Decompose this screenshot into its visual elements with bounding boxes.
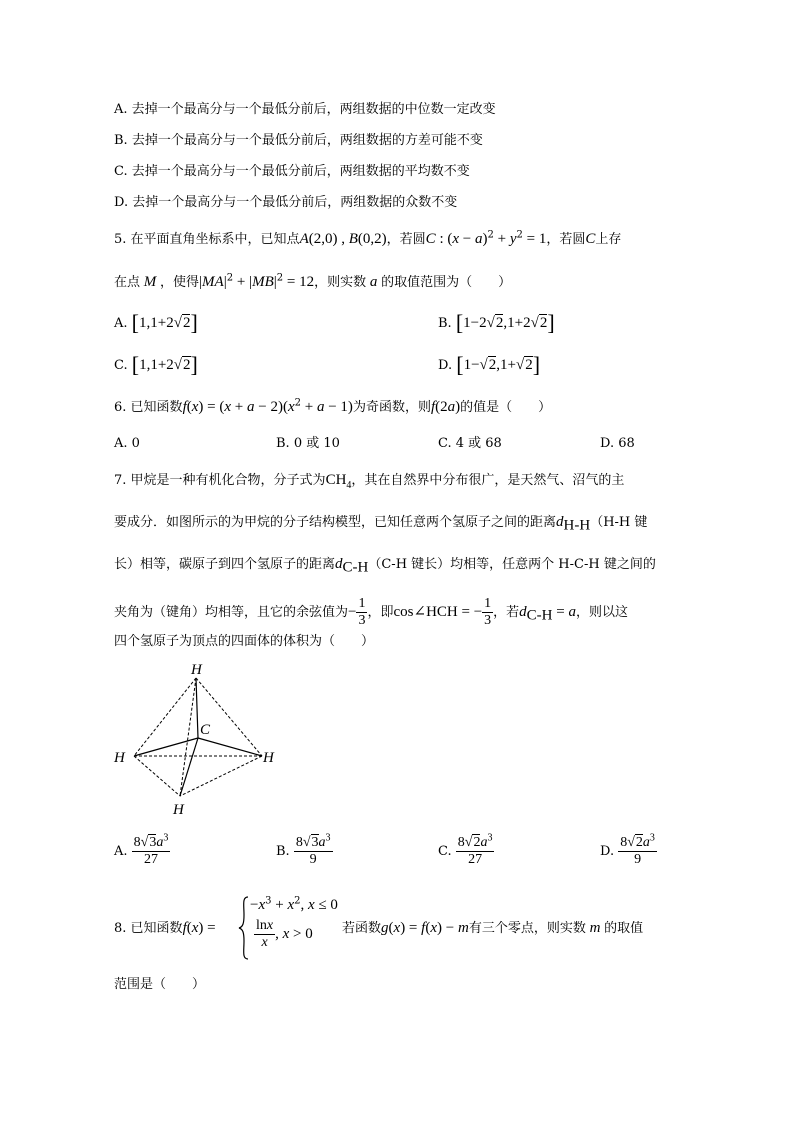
q8-text-1: 已知函数 <box>130 921 183 936</box>
q6-line-1: 6. 已知函数$f(x) = (x + a - 2)(x^2 + a - 1)$为奇函数，则f(2a)的值是（ ） <box>114 397 552 415</box>
q6-text-2: 为奇函数，则 <box>352 400 431 415</box>
q8-text-5: 范围是（ ） <box>114 977 206 992</box>
bond-c-bottom <box>180 738 198 796</box>
q6-option-d: D. 68 <box>600 436 635 451</box>
q5-circle-eq: C : $(x - a)^2 + y^2 = 1$ <box>425 229 547 247</box>
q8-line-2 <box>114 976 205 994</box>
q5-option-b: B. [1−2√2,1+2√2] <box>438 310 555 335</box>
q7-line-1 <box>114 471 624 490</box>
q7-option-b: B. $\frac{8√3a^3}{9}$ <box>276 832 331 867</box>
q5-condition: $|MA|^2 + |MB|^2 = 12$ <box>199 272 315 290</box>
bond-c-left <box>134 738 198 756</box>
q6-function: $f(x) = (x + a - 2)(x^2 + a - 1)$ <box>182 397 353 415</box>
q8-piece-1: $-x^3 + x^2$, x ≤ 0 <box>250 895 338 913</box>
q5-line-1: 5. 在平面直角坐标系中，已知点A(2,0) , B(0,2)，若圆C : $(x - a)^2 + y^2 = 1$，若圆C上存 <box>114 229 622 247</box>
label-h-top: H <box>191 662 202 678</box>
q7-text-4: 夹角为（键角）均相等，且它的余弦值为 <box>114 605 349 620</box>
methane-tetrahedron-figure <box>110 658 290 818</box>
q5-text-4: 上存 <box>595 232 622 247</box>
q7-formula-ch4: $CH_4$ <box>325 472 352 491</box>
q7-text-1: 甲烷是一种有机化合物，分子式为 <box>130 473 326 488</box>
q7-text-2: 要成分．如图所示的为甲烷的分子结构模型，已知任意两个氢原子之间的距离 <box>114 515 557 530</box>
q7-text-4b: ，即 <box>367 605 394 620</box>
label-h-right: H <box>263 750 274 766</box>
label-h-left: H <box>114 750 125 766</box>
q5-text-5: 在点 <box>114 275 141 290</box>
q6-text-1: 已知函数 <box>130 400 183 415</box>
q7-option-c: C. $\frac{8√2a^3}{27}$ <box>438 832 493 867</box>
q7-text-5: 四个氢原子为顶点的四面体的体积为（ ） <box>114 634 375 649</box>
q8-number: 8. <box>114 921 127 936</box>
q5-text-2: ，若圆 <box>386 232 426 247</box>
q6-option-c: C. 4 或 68 <box>438 436 502 451</box>
q5-number: 5. <box>114 232 127 247</box>
q8-text-4: 的取值 <box>604 921 644 936</box>
q7-text-4d: ，则以这 <box>575 605 628 620</box>
q5-text-6: ，使得 <box>160 275 200 290</box>
q5-point-b: B(0,2) <box>348 231 387 247</box>
q4-option-d: D. 去掉一个最高分与一个最低分前后，两组数据的众数不变 <box>114 195 458 210</box>
q4-option-b: B. 去掉一个最高分与一个最低分前后，两组数据的方差可能不变 <box>114 133 483 148</box>
q7-line-5 <box>114 633 374 651</box>
q5-text-3: ，若圆 <box>546 232 586 247</box>
q4-option-c: C. 去掉一个最高分与一个最低分前后，两组数据的平均数不变 <box>114 164 470 179</box>
q7-fraction-1: $\frac{1}{3}$ <box>358 596 366 628</box>
q5-option-c: C. [1,1+2√2] <box>114 352 198 377</box>
q6-option-b: B. 0 或 10 <box>276 436 340 451</box>
label-c: C <box>200 722 211 738</box>
q7-fraction-2: $\frac{1}{3}$ <box>484 596 492 628</box>
q8-line-1: 8. 已知函数f(x) = <box>114 920 216 936</box>
q7-option-a: A. $\frac{8√3a^3}{27}$ <box>114 832 169 867</box>
q7-text-4c: ，若 <box>493 605 520 620</box>
q8-text-2: 若函数 <box>342 921 382 936</box>
edge-top-right <box>196 678 262 756</box>
q5-text-7: ，则实数 <box>314 275 367 290</box>
edge-left-bottom <box>134 756 180 796</box>
bond-c-right <box>198 738 262 756</box>
q7-line-4: 夹角为（键角）均相等，且它的余弦值为− $\frac{1}{3}$ ，即cos∠HCH = − $\frac{1}{3}$ ，若$d_{C-H} = a$，则以这 <box>114 596 628 628</box>
q7-text-3: 长）相等，碳原子到四个氢原子的距离 <box>114 557 336 572</box>
q6-text-3: 的值是（ ） <box>460 400 552 415</box>
q8-line-1b: 若函数g(x) = f(x) − m有三个零点，则实数 m 的取值 <box>342 920 644 936</box>
q5-text-8: 的取值范围为（ ） <box>381 275 512 290</box>
q7-number: 7. <box>114 473 127 488</box>
q7-line-3: 长）相等，碳原子到四个氢原子的距离$d_{C-H}(C-H$ 键长）均相等，任意两个 H-C-H 键之间的 <box>114 556 656 576</box>
q7-text-2b: （H-H 键 <box>590 515 648 530</box>
q4-option-a: A. 去掉一个最高分与一个最低分前后，两组数据的中位数一定改变 <box>114 102 496 117</box>
q7-text-1b: ，其在自然界中分布很广，是天然气、沼气的主 <box>351 473 625 488</box>
q7-option-d: D. $\frac{8√2a^3}{9}$ <box>600 832 655 867</box>
edge-right-bottom <box>180 756 262 796</box>
q5-option-d: D. [1−√2,1+√2] <box>438 352 541 377</box>
bond-c-top <box>196 678 198 738</box>
q8-piece-2: $\frac{\ln x}{x}$ , x > 0 <box>256 918 313 950</box>
q5-line-2: 在点 M ，使得$|MA|^2 + |MB|^2 = 12$，则实数 a 的取值范围为（ ） <box>114 272 512 290</box>
q6-option-a: A. 0 <box>114 436 140 451</box>
q8-brace <box>238 895 250 961</box>
q5-point-a: A(2,0) <box>299 231 338 247</box>
q7-text-3b: （C-H 键长）均相等，任意两个 H-C-H 键之间的 <box>368 557 656 572</box>
q5-option-a: A. [1,1+2√2] <box>114 310 198 335</box>
q5-text-1: 在平面直角坐标系中，已知点 <box>130 232 300 247</box>
label-h-bottom: H <box>173 802 184 818</box>
q7-line-2: 要成分．如图所示的为甲烷的分子结构模型，已知任意两个氢原子之间的距离$d_{H-H}(H-H$ 键 <box>114 514 648 534</box>
q8-text-3: 有三个零点，则实数 <box>468 921 586 936</box>
q6-number: 6. <box>114 400 127 415</box>
